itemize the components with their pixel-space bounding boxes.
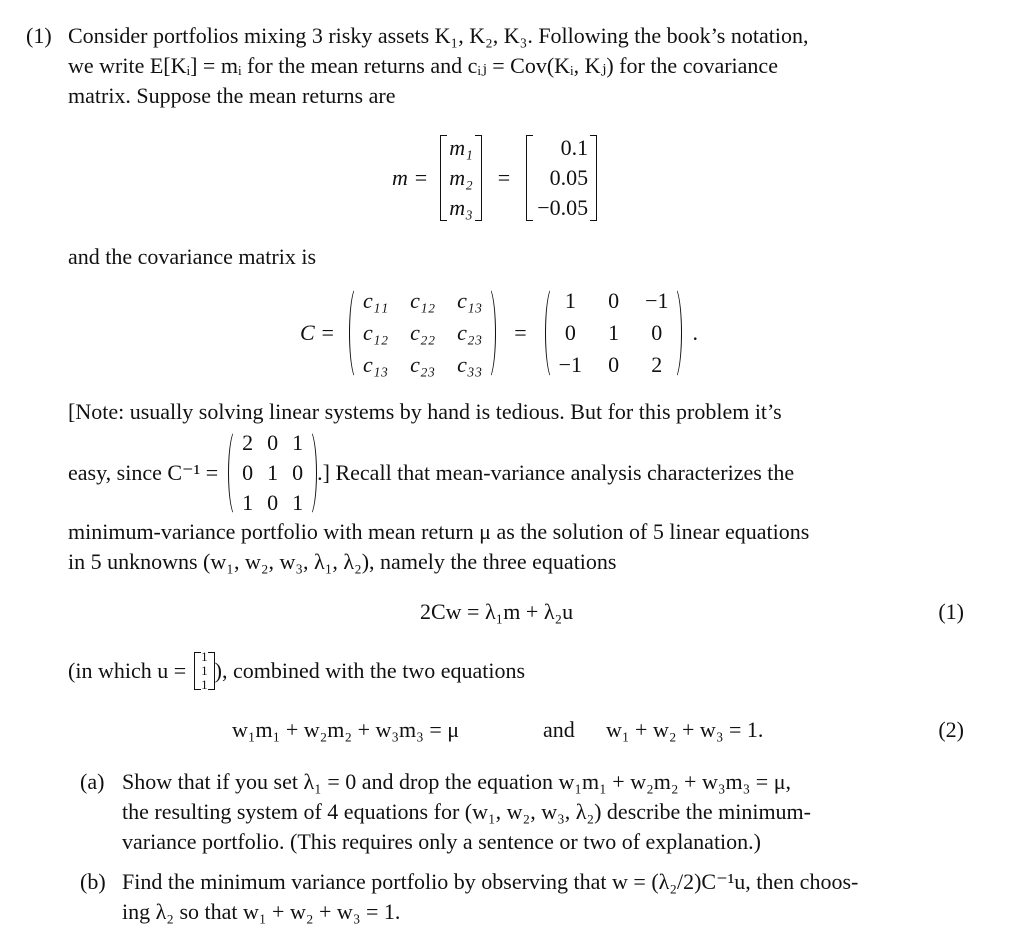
- part-a-label: (a): [80, 769, 105, 794]
- cov-v13: −1: [645, 288, 669, 313]
- note-post: .] Recall that mean-variance analysis characterizes the: [317, 460, 795, 485]
- u-3: 1: [201, 677, 208, 692]
- sym-c13: c₁₃: [457, 288, 483, 313]
- inv-23: 0: [292, 460, 304, 485]
- equation-2-left: w₁m₁ + w₂m₂ + w₃m₃ = μ: [232, 717, 460, 742]
- u-definition: [68, 648, 525, 694]
- mean-vector-lhs: m =: [392, 165, 429, 190]
- inverse-line: [68, 428, 794, 518]
- period: .: [692, 320, 698, 345]
- cov-v31: −1: [558, 352, 583, 377]
- inv-33: 1: [292, 490, 304, 515]
- sym-c12: c₁₂: [410, 288, 436, 313]
- cov-v11: 1: [564, 288, 576, 313]
- cov-v33: 2: [651, 352, 663, 377]
- part-a-line-1: Show that if you set λ₁ = 0 and drop the equation w₁m₁ + w₂m₂ + w₃m₃ = μ,: [122, 769, 791, 794]
- mean-vector-equation: [392, 130, 597, 226]
- cov-value-matrix: [545, 286, 683, 380]
- inv-22: 1: [267, 460, 279, 485]
- inv-13: 1: [292, 430, 304, 455]
- cov-v12: 0: [608, 288, 620, 313]
- sym-c33: c₃₃: [457, 352, 483, 377]
- sym-c22: c₂₂: [410, 320, 436, 345]
- inv-21: 0: [242, 460, 254, 485]
- mean-value-vector: [526, 133, 597, 223]
- cov-symbol-matrix: [349, 286, 496, 380]
- part-a-line-2: the resulting system of 4 equations for (w₁, w₂, w₃, λ₂) describe the minimum-: [122, 799, 811, 824]
- recall-line-1: minimum-variance portfolio with mean return μ as the solution of 5 linear equations: [68, 519, 810, 544]
- cov-lhs: C =: [300, 320, 336, 345]
- value-m2: 0.05: [549, 165, 589, 190]
- value-m1: 0.1: [560, 135, 589, 160]
- note-pre: easy, since C⁻¹ =: [68, 460, 219, 485]
- note-line-1: [Note: usually solving linear systems by hand is tedious. But for this problem it’s: [68, 399, 782, 424]
- equals-sign: =: [497, 165, 511, 190]
- equation-1-number: (1): [938, 599, 964, 624]
- covariance-equation: [300, 288, 698, 378]
- equation-2-and: and: [543, 717, 575, 742]
- problem-label: (1): [26, 23, 52, 48]
- equals-sign: =: [514, 320, 527, 345]
- equation-2-right: w₁ + w₂ + w₃ = 1.: [606, 717, 764, 742]
- symbol-m3: m₃: [449, 195, 473, 220]
- u-post: ), combined with the two equations: [214, 658, 526, 683]
- sym-c23b: c₂₃: [410, 352, 436, 377]
- u-pre: (in which u =: [68, 658, 187, 683]
- u-1: 1: [201, 649, 208, 664]
- u-vector: [194, 650, 215, 692]
- recall-line-2: in 5 unknowns (w₁, w₂, w₃, λ₁, λ₂), namely the three equations: [68, 549, 617, 574]
- symbol-m1: m₁: [449, 135, 473, 160]
- part-b-line-2: ing λ₂ so that w₁ + w₂ + w₃ = 1.: [122, 899, 401, 924]
- u-2: 1: [201, 663, 208, 678]
- inverse-matrix: [228, 429, 317, 517]
- part-a-line-3: variance portfolio. (This requires only a sentence or two of explanation.): [122, 829, 761, 854]
- cov-v22: 1: [608, 320, 620, 345]
- sym-c23: c₂₃: [457, 320, 483, 345]
- inv-11: 2: [242, 430, 254, 455]
- cov-v21: 0: [564, 320, 576, 345]
- cov-intro: and the covariance matrix is: [68, 244, 317, 269]
- inv-12: 0: [267, 430, 279, 455]
- sym-c13b: c₁₃: [363, 352, 389, 377]
- part-b-line-1: Find the minimum variance portfolio by observing that w = (λ₂/2)C⁻¹u, then choos-: [122, 869, 859, 894]
- sym-c11: c₁₁: [363, 288, 389, 313]
- symbol-m2: m₂: [449, 165, 473, 190]
- cov-v23: 0: [651, 320, 663, 345]
- intro-line-1: Consider portfolios mixing 3 risky assets K₁, K₂, K₃. Following the book’s notation,: [68, 23, 809, 48]
- equation-1: 2Cw = λ₁m + λ₂u: [420, 599, 574, 624]
- sym-c12b: c₁₂: [363, 320, 389, 345]
- mean-symbol-vector: [440, 133, 482, 223]
- equation-2-number: (2): [938, 717, 964, 742]
- value-m3: −0.05: [537, 195, 589, 220]
- intro-line-3: matrix. Suppose the mean returns are: [68, 83, 396, 108]
- cov-v32: 0: [608, 352, 620, 377]
- part-b-label: (b): [80, 869, 106, 894]
- inv-32: 0: [267, 490, 279, 515]
- intro-line-2: we write E[Kᵢ] = mᵢ for the mean returns and cᵢⱼ = Cov(Kᵢ, Kⱼ) for the covariance: [68, 53, 778, 78]
- inv-31: 1: [242, 490, 254, 515]
